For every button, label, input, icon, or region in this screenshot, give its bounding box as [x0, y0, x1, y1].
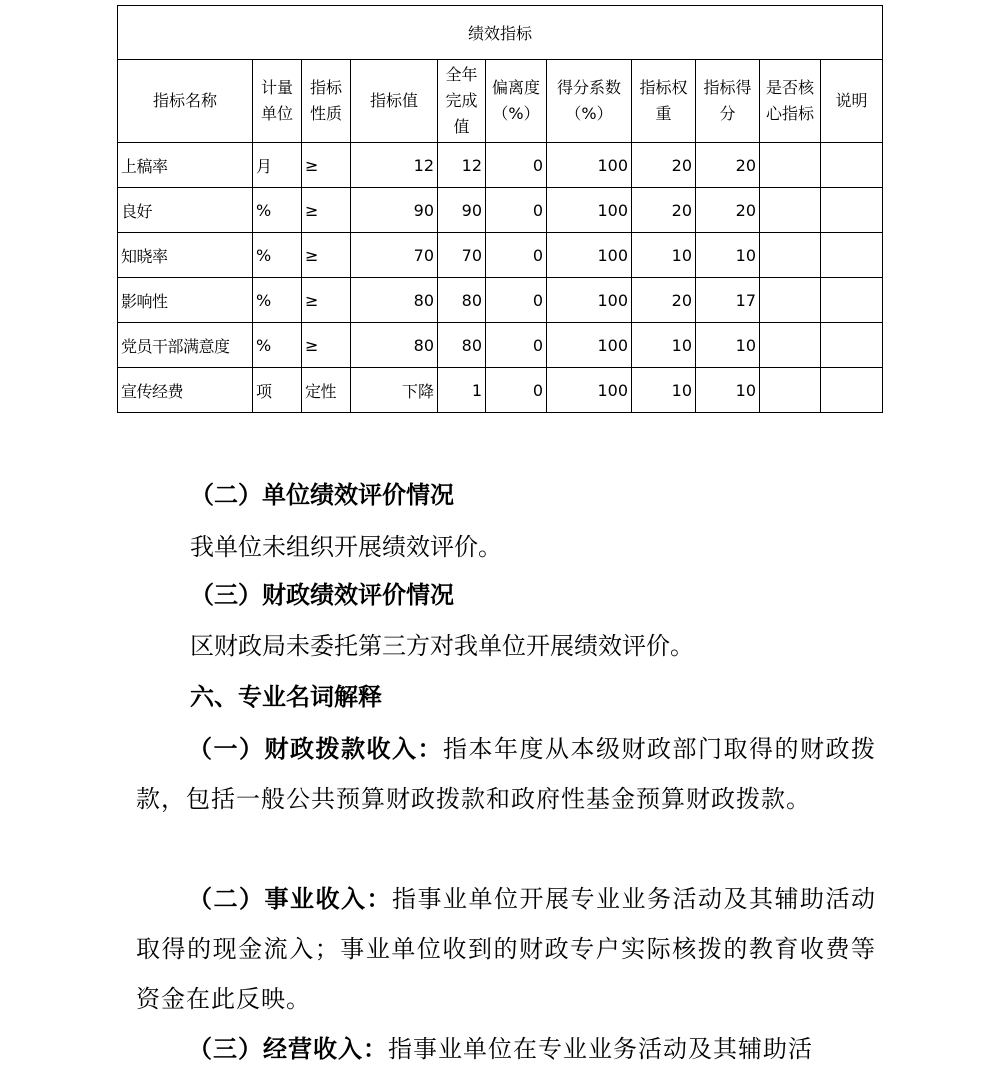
table-cell: 100: [547, 188, 632, 233]
table-cell: 100: [547, 233, 632, 278]
column-header: 指标权重: [632, 60, 696, 143]
table-cell: ≥: [302, 233, 351, 278]
table-cell: 12: [351, 143, 438, 188]
table-row: [118, 233, 883, 278]
table-row: [118, 143, 883, 188]
section-6-title: [190, 672, 930, 722]
table-cell: 20: [632, 143, 696, 188]
table-cell: 20: [632, 278, 696, 323]
table-cell: 0: [486, 188, 547, 233]
table-cell: 10: [696, 233, 760, 278]
column-header: 得分系数（%）: [547, 60, 632, 143]
table-cell: 10: [632, 323, 696, 368]
term-3-label: （三）经营收入：: [188, 1034, 388, 1063]
table-cell: 100: [547, 278, 632, 323]
table-cell: [760, 233, 821, 278]
table-cell: ≥: [302, 323, 351, 368]
table-cell: [760, 188, 821, 233]
table-cell: 80: [351, 323, 438, 368]
section-2-heading: （二）单位绩效评价情况: [190, 480, 454, 509]
table-row: [118, 368, 883, 413]
column-header: 全年完成值: [438, 60, 486, 143]
section-3-heading: （三）财政绩效评价情况: [190, 580, 454, 609]
table-cell: 80: [438, 323, 486, 368]
column-header: 偏离度（%）: [486, 60, 547, 143]
table-cell: 月: [253, 143, 302, 188]
term-2-paragraph: [136, 874, 876, 1024]
table-cell: %: [253, 278, 302, 323]
table-row: [118, 323, 883, 368]
column-header: 计量单位: [253, 60, 302, 143]
table-cell: 90: [438, 188, 486, 233]
section-3-body: 区财政局未委托第三方对我单位开展绩效评价。: [190, 632, 694, 660]
table-cell: ≥: [302, 188, 351, 233]
term-2-label: （二）事业收入：: [188, 884, 392, 913]
table-row: [118, 188, 883, 233]
table-cell: ≥: [302, 143, 351, 188]
table-cell: 党员干部满意度: [118, 323, 253, 368]
table-cell: [821, 233, 883, 278]
table-cell: [760, 323, 821, 368]
table-cell: 良好: [118, 188, 253, 233]
table-cell: 10: [696, 323, 760, 368]
table-cell: 上稿率: [118, 143, 253, 188]
table-cell: 影响性: [118, 278, 253, 323]
table-cell: 宣传经费: [118, 368, 253, 413]
table-cell: 10: [696, 368, 760, 413]
table-cell: 0: [486, 368, 547, 413]
table-cell: 10: [632, 233, 696, 278]
table-cell: 10: [632, 368, 696, 413]
table-cell: ≥: [302, 278, 351, 323]
column-header: 是否核心指标: [760, 60, 821, 143]
table-cell: [760, 278, 821, 323]
table-cell: %: [253, 233, 302, 278]
table-cell: 项: [253, 368, 302, 413]
section-3-title: [190, 570, 930, 620]
table-cell: 17: [696, 278, 760, 323]
table-cell: 70: [438, 233, 486, 278]
performance-indicator-table: [117, 5, 883, 413]
table-cell: 100: [547, 368, 632, 413]
table-cell: 0: [486, 143, 547, 188]
term-3-paragraph: [136, 1024, 876, 1074]
table-cell: [821, 278, 883, 323]
table-cell: 0: [486, 278, 547, 323]
column-header: 说明: [821, 60, 883, 143]
table-cell: [821, 143, 883, 188]
term-2-text: 指事业单位开展专业业务活动及其辅助活动取得的现金流入；事业单位收到的财政专户实际核拨的教育收费等资金在此反映。: [136, 885, 876, 1013]
term-1-text: 指本年度从本级财政部门取得的财政拨款，包括一般公共预算财政拨款和政府性基金预算财政拨款。: [136, 735, 876, 813]
table-cell: 0: [486, 233, 547, 278]
table-cell: 90: [351, 188, 438, 233]
table-cell: 20: [696, 188, 760, 233]
table-cell: 100: [547, 323, 632, 368]
section-2-title: [190, 470, 930, 520]
term-1-paragraph: [136, 724, 876, 824]
table-cell: 0: [486, 323, 547, 368]
table-cell: 知晓率: [118, 233, 253, 278]
column-header: 指标得分: [696, 60, 760, 143]
table-cell: 定性: [302, 368, 351, 413]
table-cell: 100: [547, 143, 632, 188]
table-cell: 下降: [351, 368, 438, 413]
column-header: 指标值: [351, 60, 438, 143]
table-cell: 80: [438, 278, 486, 323]
table-cell: 20: [696, 143, 760, 188]
term-1-label: （一）财政拨款收入：: [188, 734, 443, 763]
table-cell: %: [253, 188, 302, 233]
table-cell: [821, 323, 883, 368]
table-cell: 1: [438, 368, 486, 413]
table-cell: [821, 188, 883, 233]
column-header: 指标名称: [118, 60, 253, 143]
term-3-text: 指事业单位在专业业务活动及其辅助活: [388, 1035, 813, 1063]
table-cell: 80: [351, 278, 438, 323]
table-cell: 70: [351, 233, 438, 278]
table-cell: [760, 368, 821, 413]
table-cell: [821, 368, 883, 413]
table-cell: %: [253, 323, 302, 368]
column-header: 指标性质: [302, 60, 351, 143]
table-title: 绩效指标: [118, 6, 883, 60]
section-6-heading: 六、专业名词解释: [190, 682, 382, 711]
section-2-body: 我单位未组织开展绩效评价。: [190, 533, 502, 561]
table-cell: [760, 143, 821, 188]
table-cell: 20: [632, 188, 696, 233]
table-row: [118, 278, 883, 323]
table-cell: 12: [438, 143, 486, 188]
